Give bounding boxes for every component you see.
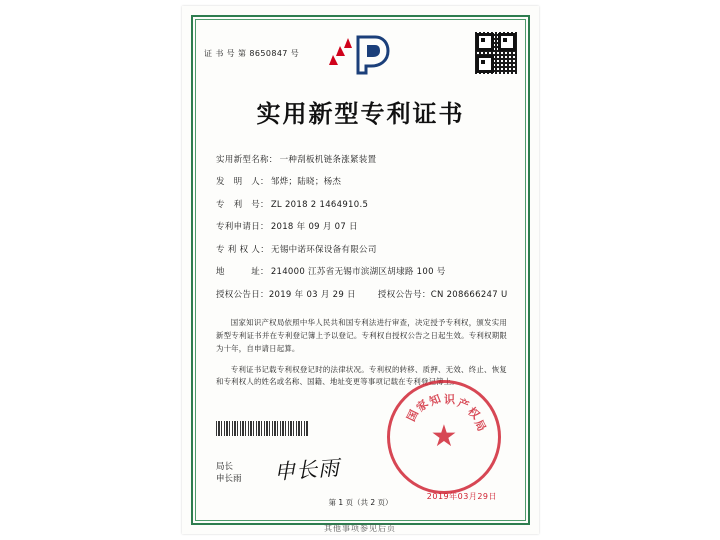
patent-office-logo-icon xyxy=(328,34,394,76)
grant-number-label: 授权公告号： xyxy=(377,289,431,300)
field-value: 一种刮板机链条涨紧装置 xyxy=(279,155,377,165)
field-label: 专利申请日： xyxy=(216,222,269,233)
grant-date-label: 授权公告日： xyxy=(216,289,269,300)
field-value: 214000 江苏省无锡市滨湖区胡埭路 100 号 xyxy=(270,267,446,278)
certificate-fields xyxy=(202,155,519,301)
field-value: ZL 2018 2 1464910.5 xyxy=(270,199,369,210)
field-label: 发 明 人： xyxy=(216,177,269,188)
qr-code-icon xyxy=(475,32,517,74)
paragraph: 专利证书记载专利权登记时的法律状况。专利权的转移、质押、无效、终止、恢复和专利权人的姓名或名称、国籍、地址变更等事项记载在专利登记簿上。 xyxy=(216,364,507,387)
grant-number-value: CN 208666247 U xyxy=(430,289,508,300)
seal-char: 权 xyxy=(465,404,483,422)
page-number: 第 1 页（共 2 页） xyxy=(328,498,393,507)
barcode-icon xyxy=(216,421,308,436)
patent-certificate xyxy=(182,6,539,534)
certificate-body-text xyxy=(202,317,519,389)
grant-date-value: 2019 年 03 月 29 日 xyxy=(268,289,356,300)
field-value: 邹烨；陆晓；杨杰 xyxy=(270,177,342,188)
seal-char: 识 xyxy=(444,393,455,406)
certificate-header xyxy=(202,26,519,82)
certificate-number: 证 书 号 第 8650847 号 xyxy=(204,49,300,58)
seal-char: 局 xyxy=(471,417,489,434)
field-label: 专 利 权 人： xyxy=(216,244,270,255)
signature-block xyxy=(216,461,242,487)
star-icon: ★ xyxy=(430,419,458,454)
page-title: 实用新型专利证书 xyxy=(256,100,465,128)
field-label: 地 址： xyxy=(216,267,269,278)
field-value: 2018 年 09 月 07 日 xyxy=(270,222,358,233)
official-seal xyxy=(387,380,501,494)
field-row xyxy=(216,155,509,166)
field-row xyxy=(216,245,509,256)
seal-char: 家 xyxy=(413,397,431,415)
signature-title: 局长 xyxy=(216,461,234,472)
seal-char: 国 xyxy=(404,407,421,424)
bottom-note: 其他事项参见后页 xyxy=(324,524,396,533)
field-row xyxy=(216,177,509,188)
field-row xyxy=(216,222,509,233)
grant-announcement-row xyxy=(216,290,509,301)
seal-date: 2019年03月29日 xyxy=(426,492,497,501)
certificate-content xyxy=(202,26,519,514)
field-row xyxy=(216,200,509,211)
signature-name: 申长雨 xyxy=(216,474,242,485)
handwritten-signature: 申长雨 xyxy=(273,455,341,485)
field-value: 无锡中诺环保设备有限公司 xyxy=(271,244,377,255)
field-label: 专 利 号： xyxy=(216,199,269,210)
seal-char: 知 xyxy=(427,392,443,409)
seal-char: 产 xyxy=(455,396,471,413)
field-label: 实用新型名称： xyxy=(216,155,278,165)
paragraph: 国家知识产权局依照中华人民共和国专利法进行审查，决定授予专利权，颁发实用新型专利证书并在专利登记簿上予以登记。专利权自授权公告之日起生效。专利权期限为十年，自申请日起算。 xyxy=(216,318,507,354)
field-row xyxy=(216,267,509,278)
